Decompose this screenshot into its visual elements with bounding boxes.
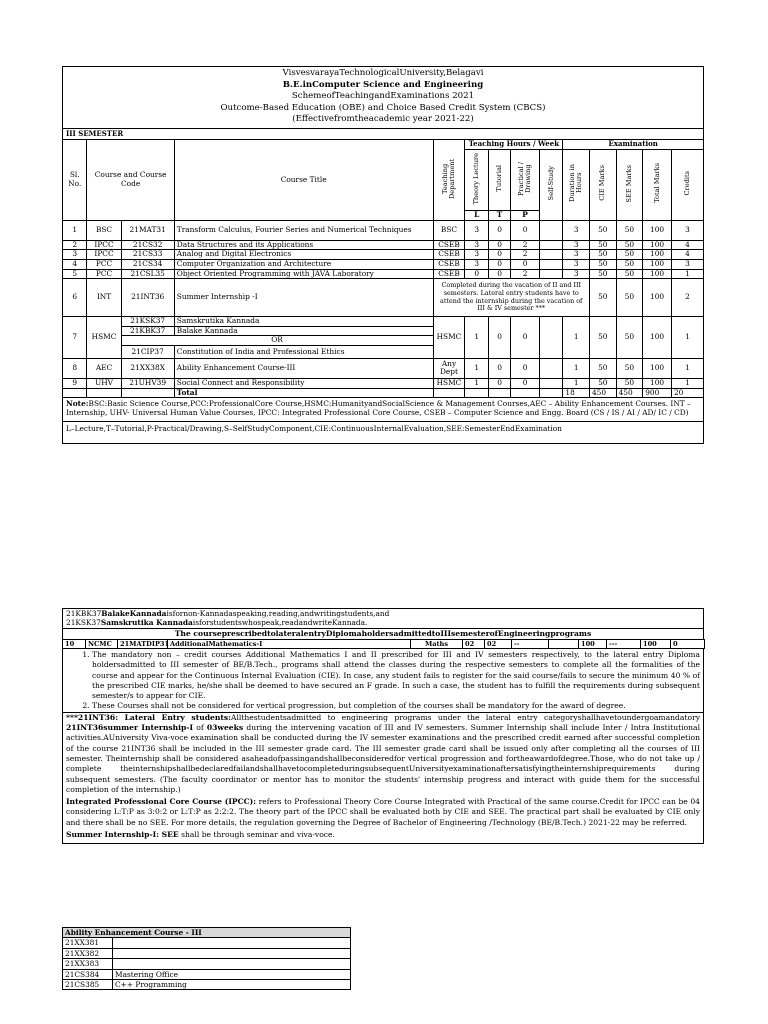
- table-row-uhv: 9 UHV 21UHV39 Social Connect and Responsibility HSMC 1 0 0 1 50 50 100 1: [63, 378, 704, 388]
- scheme-table: Sl. No. Course and Course Code Course Title Teaching Department Teaching Hours / Week Examination Theory Lecture Tutorial Practical / Drawing Self-Study Duration in Hours CIE Marks SEE Marks Total Marks Credits L T P 1 BSC 21MAT31 Transform Calculus, Fourier Series and Numerical Techniques BSC 3 0 0 3 50 50 100 3 2 IPCC 21CS32 Data Structures and its Applications CSEB 3 0 2 3 50 50 100 4 3 IPCC 21CS33 Analog and Digital Electronics CSEB 3 0 2 3 50 50 100 4 4 PCC 21CS34 Computer Organization and Architecture CSEB 3 0 0 3 50 50 100 3 5 PCC 21CSL35 Object Oriented Programming with JAVA Laboratory CSEB 0 0 2 3 50 50 100 1 6 INT 21INT36 Summer Internship -I Completed during the vacation of II and III semesters. Lateral entry students have to attend the internship during the vacation of III & IV semester *** 50 50 100 2 7 HSMC 21KSK37 Samskrutika Kannada HSMC 1 0 0 1 50 50 100 1 21KBK37 Balake Kannada OR 21CIP37 Constitution of India and Professional Ethics 8 AEC 21XX38X Ability Enhancement Course-III Any Dept 1 0 0 1 50 50 100 1 9 UHV 21UHV39 Social Connect and Responsibility HSMC 1 0 0 1 50 50 100 1 Total 18 450 450 900 20: [62, 139, 704, 398]
- col-credits: Credits: [671, 149, 703, 220]
- table-row: 21CS385 C++ Programming: [63, 980, 351, 990]
- table-row: 21CS384 Mastering Office: [63, 969, 351, 979]
- col-title: Course Title: [174, 139, 433, 220]
- lateral-entry-table: [62, 639, 705, 649]
- col-sl: Sl. No.: [63, 139, 87, 220]
- notes-block: [62, 608, 704, 844]
- table-row-hsmc: 7 HSMC 21KSK37 Samskrutika Kannada HSMC 1 0 0 1 50 50 100 1: [63, 317, 704, 327]
- table-row-aec: 8 AEC 21XX38X Ability Enhancement Course-III Any Dept 1 0 0 1 50 50 100 1: [63, 358, 704, 378]
- effective-year: (Effectivefromtheacademic year 2021-22): [292, 114, 474, 125]
- col-duration: Duration in Hours: [563, 149, 590, 220]
- teaching-hours-header: Teaching Hours / Week: [465, 139, 563, 149]
- lateral-entry-title: The courseprescribedtolateralentryDiplomaholdersadmittedtoIIIsemesterofEngineeringprograms: [62, 628, 704, 639]
- obe-title: Outcome-Based Education (OBE) and Choice Based Credit System (CBCS): [220, 102, 546, 113]
- or-label: OR: [121, 336, 433, 346]
- kannada-note: 21KBK37BalakeKannadaisfornon-Kannadaspeaking,reading,andwritingstudents,and 21KSK37Samskrutika Kannadaisforstudentswhospeak,readandwriteKannada.: [62, 608, 704, 628]
- col-course-code: Course and Course Code: [87, 139, 174, 220]
- col-dept: Teaching Department: [433, 139, 465, 220]
- col-cie: CIE Marks: [589, 149, 616, 220]
- aec-table-title: Ability Enhancement Course - III: [63, 928, 351, 938]
- table-row: 1 BSC 21MAT31 Transform Calculus, Fourier Series and Numerical Techniques BSC 3 0 0 3 50 50 100 3: [63, 220, 704, 240]
- internship-note: Completed during the vacation of II and III semesters. Lateral entry students have to attend the internship during the vacation of III & IV semester ***: [433, 279, 589, 317]
- table-row: 21XX381: [63, 938, 351, 948]
- table-row-total: Total 18 450 450 900 20: [63, 388, 704, 398]
- col-T: T: [488, 211, 510, 221]
- table-row: 21XX383: [63, 959, 351, 969]
- table-row: 10 NCMC 21MATDIP31 AdditionalMathematics-I Maths 02 02 -- 100 --- 100 0: [63, 640, 705, 649]
- ltps-legend: L–Lecture,T–Tutorial,P-Practical/Drawing,S–SelfStudyComponent,CIE:ContinuousInternalEvaluation,SEE:SemesterEndExamination: [62, 422, 704, 444]
- note-item: 1. The mandatory non – credit courses Additional Mathematics I and II prescribed for III and IV semesters respectively, to the lateral entry Diploma holdersadmitted to III semester of BE/B.Tech., programs shall attend the classes during the respective semesters to complete all the formalities of the course and appear for the Continuous Internal Evaluation (CIE). In case, any student fails to register for the said course/fails to secure the minimum 40 % of the prescribed CIE marks, he/she shall be deemed to have secured an F grade. In such a case, the student has to fulfill the requirements during subsequent semester/s to appear for CIE.: [92, 650, 700, 701]
- program-name: B.E.inComputer Science and Engineering: [282, 79, 484, 90]
- table-row: 21XX382: [63, 948, 351, 958]
- table-row: 5 PCC 21CSL35 Object Oriented Programming with JAVA Laboratory CSEB 0 0 2 3 50 50 100 1: [63, 269, 704, 279]
- examination-header: Examination: [563, 139, 704, 149]
- col-total: Total Marks: [643, 149, 672, 220]
- note-item: 2. These Courses shall not be considered for vertical progression, but completion of the courses shall be mandatory for the award of degree.: [92, 701, 700, 711]
- scheme-header: [62, 66, 704, 128]
- scheme-year: SchemeofTeachingandExaminations 2021: [291, 91, 475, 102]
- col-practical: Practical / Drawing: [511, 149, 540, 211]
- internship-note-block: ***21INT36: Lateral Entry students:Allthestudentsadmitted to engineering programs under the lateral entry categoryshallhavetoundergoamandatory 21INT36summer Internship-I of 03weeks during the intervening vacation of III and IV semesters. Summer Internship shall include Inter / Intra Institutional activities.AUniversity Viva-voce examination shall be conducted during the IV semester examinations and the prescribed credit earned after successful completion of the course 21INT36 shall be included in the III semester grade card. The III semester grade card shall be issued only after completing all the courses of III semester. Theinternship shall be considered asaheadofpassingandshallbeconsideredfor vertical progression and fortheawardofdegree.Those, who do not take up / complete theinternshipshallbedeclaredfailandshallhavetocompleteduringsubsequentUniversityexaminationaftersatisfyingtheinternshiprequirements during subsequent semesters. (The faculty coordinator or mentor has to monitor the students' internship progress and interact with guide them for the successful completion of the internship.) Integrated Professional Core Course (IPCC): refers to Professional Theory Core Course Integrated with Practical of the same course.Credit for IPCC can be 04 considering L:T:P as 3:0:2 or L:T:P as 2:2:2. The theory part of the IPCC shall be evaluated both by CIE and SEE. The practical part shall be evaluated by CIE only and there shall be no SEE. For more details, the regulation governing the Degree of Bachelor of Engineering /Technology (BE/B.Tech.) 2021-22 may be referred. Summer Internship-I: SEE shall be through seminar and viva-voce.: [63, 712, 703, 841]
- col-see: SEE Marks: [616, 149, 643, 220]
- table-row-internship: 6 INT 21INT36 Summer Internship -I Completed during the vacation of II and III semesters. Lateral entry students have to attend the internship during the vacation of III & IV semester *** 50 50 100 2: [63, 279, 704, 317]
- abbreviation-note: Note:BSC:Basic Science Course,PCC:ProfessionalCore Course,HSMC:HumanityandSocialScience & Management Courses,AEC – Ability Enhancement Courses. INT –Internship, UHV- Universal Human Value Courses, IPCC: Integrated Professional Core Course, CSEB – Computer Science and Engg. Board (CS / IS / AI / AD/ IC / CD): [62, 398, 704, 421]
- col-theory: Theory Lecture: [465, 149, 488, 211]
- table-row: 2 IPCC 21CS32 Data Structures and its Applications CSEB 3 0 2 3 50 50 100 4: [63, 240, 704, 250]
- table-row: 4 PCC 21CS34 Computer Organization and Architecture CSEB 3 0 0 3 50 50 100 3: [63, 259, 704, 269]
- col-L: L: [465, 211, 488, 221]
- scheme-block: [62, 66, 704, 444]
- aec-course-table: [62, 927, 351, 990]
- notes-text: [62, 649, 704, 844]
- table-row: 3 IPCC 21CS33 Analog and Digital Electronics CSEB 3 0 2 3 50 50 100 4: [63, 250, 704, 260]
- semester-label: III SEMESTER: [62, 128, 704, 139]
- col-tutorial: Tutorial: [488, 149, 510, 211]
- col-P: P: [511, 211, 540, 221]
- university-name: VisvesvarayaTechnologicalUniversity,Belagavi: [282, 68, 484, 78]
- col-self-study: Self-Study: [539, 149, 562, 220]
